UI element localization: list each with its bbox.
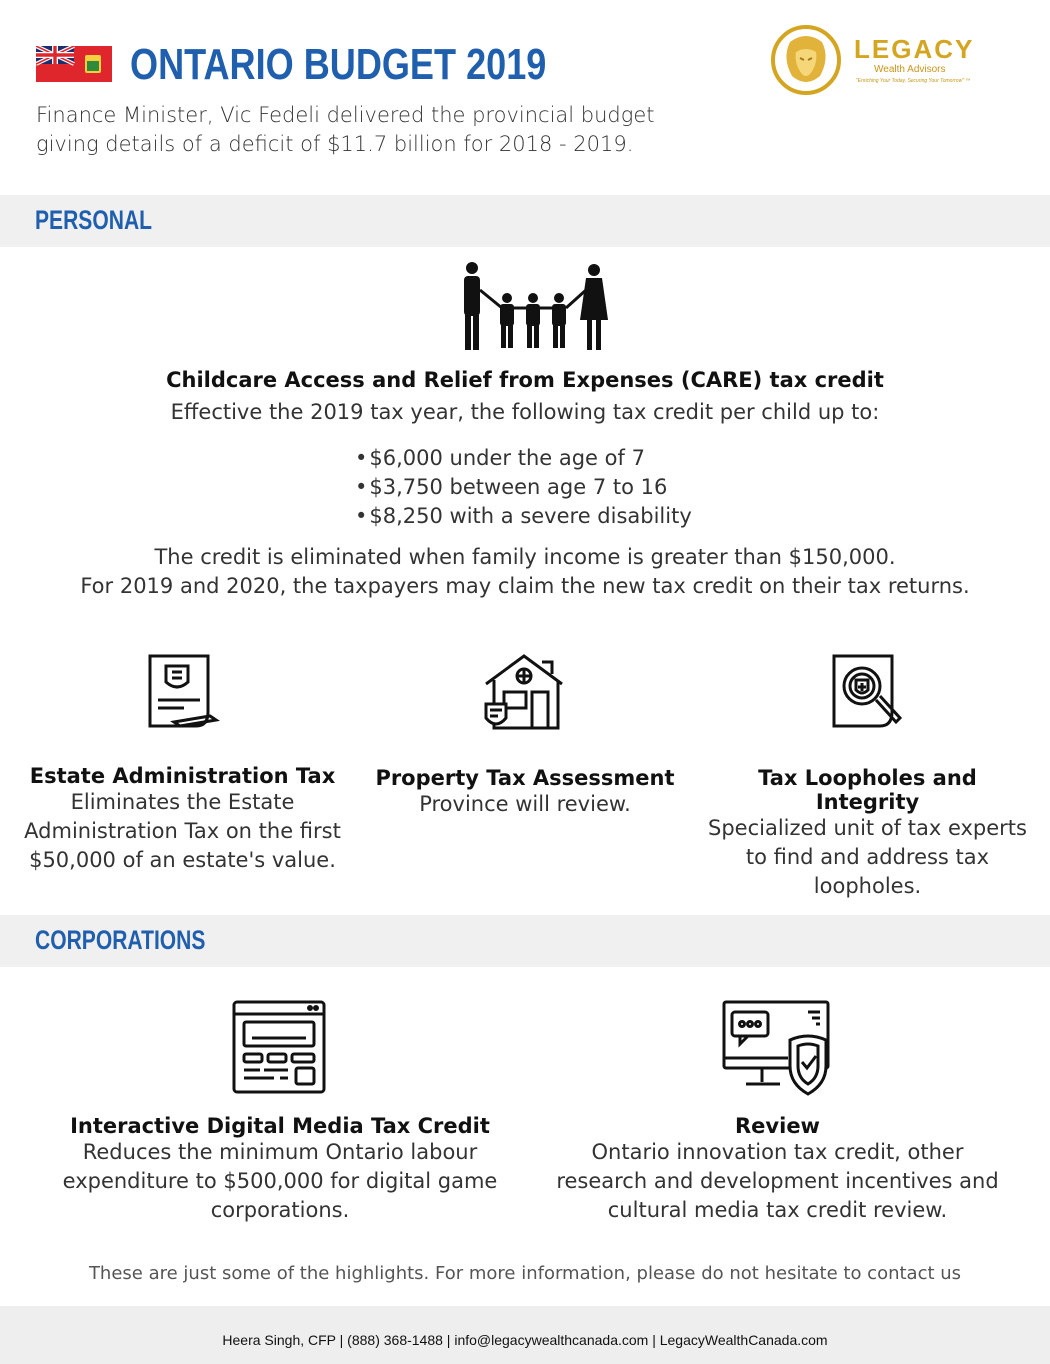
estate-document-icon [144,652,220,732]
list-item: • $8,250 with a severe disability [355,502,755,531]
section-label-personal: PERSONAL [35,205,153,235]
footer [0,1306,1050,1364]
property-title: Property Tax Assessment [375,766,675,790]
review-column [555,1114,1000,1225]
page-title: ONTARIO BUDGET 2019 [130,40,547,89]
estate-title: Estate Administration Tax [29,764,336,788]
list-item: • $6,000 under the age of 7 [355,444,755,473]
footer-note: These are just some of the highlights. For more information, please do not hesitate to contact us [88,1263,962,1284]
care-title: Childcare Access and Relief from Expenses (CARE) tax credit [166,368,884,392]
estate-column [20,764,345,875]
lion-logo-icon [770,24,846,96]
loopholes-text: Specialized unit of tax experts to find and address tax loopholes. [708,816,1027,898]
review-text: Ontario innovation tax credit, other research and development incentives and cultural media tax credit review. [556,1140,999,1222]
review-title: Review [735,1114,820,1138]
ontario-flag-icon [36,46,112,82]
care-note-line2: For 2019 and 2020, the taxpayers may claim the new tax credit on their tax returns. [80,574,970,598]
monitor-shield-icon [718,996,836,1098]
section-label-corporations: CORPORATIONS [35,925,206,955]
contact-line[interactable]: Heera Singh, CFP | (888) 368-1488 | info@legacywealthcanada.com | LegacyWealthCanada.com [222,1332,828,1348]
property-text: Province will review. [419,792,631,816]
legacy-logo [770,24,980,96]
digital-media-text: Reduces the minimum Ontario labour expenditure to $500,000 for digital game corporations. [62,1140,498,1222]
family-icon [452,258,614,354]
loopholes-column [705,766,1030,901]
digital-media-title: Interactive Digital Media Tax Credit [70,1114,490,1138]
care-subtitle: Effective the 2019 tax year, the following tax credit per child up to: [170,400,880,424]
house-shield-icon [482,652,568,734]
list-item: • $3,750 between age 7 to 16 [355,473,755,502]
header [0,0,1050,195]
logo-word: LEGACY [854,34,975,64]
loopholes-title: Tax Loopholes and Integrity [758,766,977,814]
digital-media-column [55,1114,505,1225]
logo-tagline: "Enriching Your Today, Securing Your Tomorrow" ™ [856,78,971,84]
section-corporations [0,915,1050,967]
magnifier-document-icon [828,652,906,732]
intro-text: Finance Minister, Vic Fedeli delivered the provincial budget giving details of a deficit of $11.7 billion for 2018 - 2019. [36,103,655,156]
logo-subtitle: Wealth Advisors [874,64,946,75]
care-note-line1: The credit is eliminated when family income is greater than $150,000. [154,545,896,569]
section-personal [0,195,1050,247]
care-note [0,543,1050,601]
estate-text: Eliminates the Estate Administration Tax on the first $50,000 of an estate's value. [24,790,341,872]
care-list [355,444,755,531]
browser-window-icon [230,998,328,1096]
property-column [370,766,680,819]
